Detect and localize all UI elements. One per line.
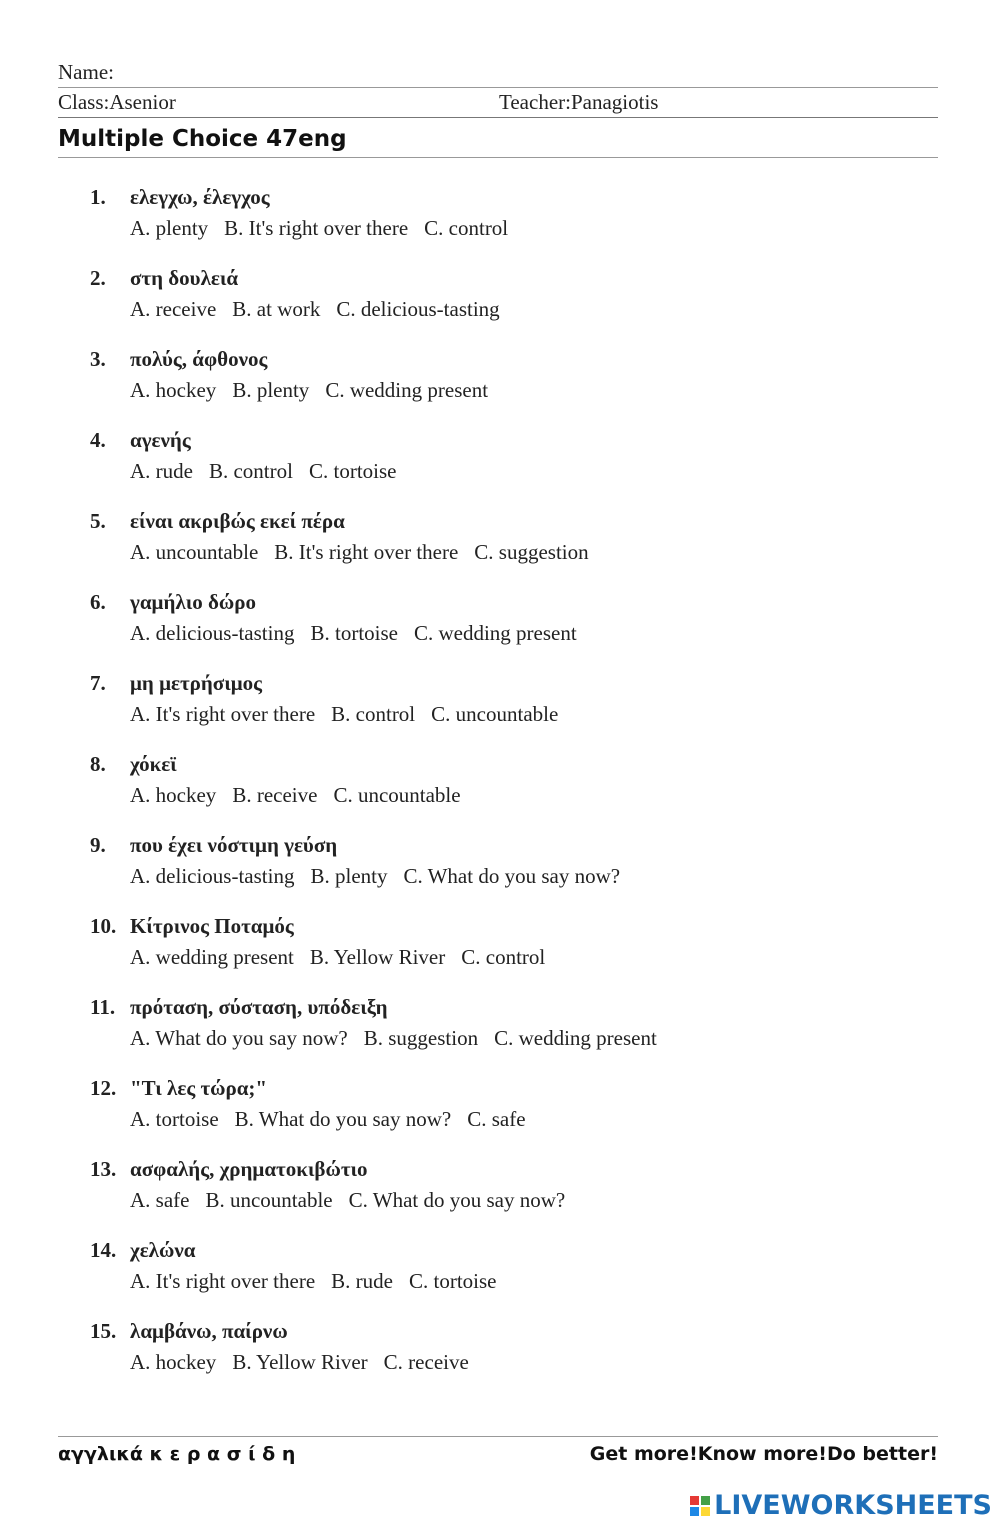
answer-option[interactable]: C. wedding present [325, 378, 489, 402]
answer-option[interactable]: B. tortoise [310, 621, 398, 645]
answer-option[interactable]: C. What do you say now? [403, 864, 621, 888]
question-list [0, 184, 1000, 1399]
logo-square-3 [689, 1506, 700, 1517]
question-term: χόκεϊ [130, 752, 177, 776]
question-item [0, 1075, 1000, 1156]
answer-option[interactable]: A. What do you say now? [130, 1026, 348, 1050]
answer-options [130, 1349, 485, 1375]
answer-option[interactable]: C. control [424, 216, 509, 240]
answer-option[interactable]: B. rude [331, 1269, 393, 1293]
question-number: 7. [90, 671, 106, 695]
answer-option[interactable]: C. safe [467, 1107, 526, 1131]
question-item [0, 751, 1000, 832]
answer-option[interactable]: C. control [461, 945, 546, 969]
question-item [0, 913, 1000, 994]
answer-options [130, 215, 524, 241]
question-term: μη μετρήσιμος [130, 671, 262, 695]
question-number: 5. [90, 509, 106, 533]
question-term: είναι ακριβώς εκεί πέρα [130, 509, 345, 533]
answer-option[interactable]: B. suggestion [363, 1026, 479, 1050]
title-divider [58, 157, 938, 158]
question-number: 15. [90, 1319, 117, 1343]
page-title: Multiple Choice 47eng [58, 126, 347, 152]
answer-option[interactable]: C. wedding present [494, 1026, 657, 1050]
answer-options [130, 539, 605, 565]
answer-option[interactable]: A. hockey [130, 378, 217, 402]
footer-slogan: Get more!Know more!Do better! [589, 1443, 938, 1465]
question-number: 6. [90, 590, 106, 614]
question-term: στη δουλειά [130, 266, 239, 290]
question-term: αγενής [130, 428, 191, 452]
question-number: 8. [90, 752, 106, 776]
answer-option[interactable]: A. receive [130, 297, 217, 321]
answer-options [130, 944, 561, 970]
question-item [0, 1156, 1000, 1237]
answer-option[interactable]: C. delicious-tasting [336, 297, 500, 321]
answer-option[interactable]: A. rude [130, 459, 193, 483]
header-divider-2 [58, 117, 938, 118]
question-term: χελώνα [130, 1238, 196, 1262]
question-item [0, 508, 1000, 589]
answer-option[interactable]: B. plenty [310, 864, 388, 888]
question-term: γαμήλιο δώρο [130, 590, 256, 614]
answer-option[interactable]: B. It's right over there [274, 540, 459, 564]
answer-options [130, 701, 574, 727]
answer-option[interactable]: B. receive [232, 783, 318, 807]
question-term: πρόταση, σύσταση, υπόδειξη [130, 995, 388, 1019]
question-item [0, 184, 1000, 265]
answer-option[interactable]: A. delicious-tasting [130, 864, 295, 888]
answer-option[interactable]: A. uncountable [130, 540, 259, 564]
answer-option[interactable]: A. delicious-tasting [130, 621, 295, 645]
answer-options [130, 377, 504, 403]
question-item [0, 427, 1000, 508]
answer-option[interactable]: A. tortoise [130, 1107, 219, 1131]
logo-square-2 [700, 1495, 711, 1506]
brand-text: LIVEWORKSHEETS [714, 1490, 992, 1521]
question-term: πολύς, άφθονος [130, 347, 268, 371]
answer-option[interactable]: B. control [208, 459, 293, 483]
answer-option[interactable]: C. tortoise [408, 1269, 497, 1293]
answer-options [130, 620, 593, 646]
question-item [0, 1237, 1000, 1318]
answer-option[interactable]: C. What do you say now? [348, 1188, 566, 1212]
answer-option[interactable]: A. wedding present [130, 945, 294, 969]
question-term: "Τι λες τώρα;" [130, 1076, 268, 1100]
answer-option[interactable]: A. It's right over there [130, 1269, 316, 1293]
header-divider-1 [58, 87, 938, 88]
question-number: 3. [90, 347, 106, 371]
answer-option[interactable]: A. hockey [130, 1350, 217, 1374]
footer-divider [58, 1436, 938, 1437]
answer-option[interactable]: B. uncountable [205, 1188, 333, 1212]
answer-option[interactable]: C. uncountable [431, 702, 559, 726]
question-term: που έχει νόστιμη γεύση [130, 833, 338, 857]
question-term: ασφαλής, χρηματοκιβώτιο [130, 1157, 368, 1181]
liveworksheets-logo-icon [689, 1495, 711, 1517]
class-label: Class:Asenior [58, 90, 176, 114]
answer-options [130, 782, 477, 808]
question-item [0, 670, 1000, 751]
question-item [0, 832, 1000, 913]
teacher-label: Teacher:Panagiotis [499, 90, 659, 114]
answer-option[interactable]: C. tortoise [308, 459, 397, 483]
answer-option[interactable]: A. It's right over there [130, 702, 316, 726]
question-term: Κίτρινος Ποταμός [130, 914, 294, 938]
answer-options [130, 1106, 542, 1132]
name-label: Name: [58, 60, 114, 84]
answer-option[interactable]: B. It's right over there [224, 216, 409, 240]
answer-options [130, 1025, 673, 1051]
answer-option[interactable]: B. at work [232, 297, 321, 321]
question-number: 10. [90, 914, 117, 938]
question-item [0, 994, 1000, 1075]
liveworksheets-brand[interactable] [689, 1488, 992, 1524]
question-item [0, 1318, 1000, 1399]
answer-options [130, 458, 412, 484]
answer-option[interactable]: A. hockey [130, 783, 217, 807]
question-term: ελεγχω, έλεγχος [130, 185, 270, 209]
answer-option[interactable]: A. safe [130, 1188, 190, 1212]
question-number: 9. [90, 833, 106, 857]
answer-option[interactable]: C. wedding present [413, 621, 577, 645]
answer-option[interactable]: B. plenty [232, 378, 310, 402]
answer-options [130, 863, 636, 889]
question-number: 13. [90, 1157, 117, 1181]
question-number: 12. [90, 1076, 117, 1100]
question-number: 1. [90, 185, 106, 209]
question-item [0, 346, 1000, 427]
answer-options [130, 1268, 512, 1294]
answer-option[interactable]: A. plenty [130, 216, 209, 240]
footer-left-text: αγγλικά κ ε ρ α σ ί δ η [58, 1443, 296, 1465]
question-number: 2. [90, 266, 106, 290]
question-number: 4. [90, 428, 106, 452]
question-number: 14. [90, 1238, 117, 1262]
answer-option[interactable]: B. control [331, 702, 416, 726]
answer-option[interactable]: B. Yellow River [232, 1350, 368, 1374]
answer-option[interactable]: C. uncountable [333, 783, 461, 807]
answer-option[interactable]: B. What do you say now? [234, 1107, 452, 1131]
answer-options [130, 1187, 581, 1213]
question-item [0, 265, 1000, 346]
question-number: 11. [90, 995, 116, 1019]
logo-square-1 [689, 1495, 700, 1506]
logo-square-4 [700, 1506, 711, 1517]
answer-option[interactable]: C. suggestion [474, 540, 589, 564]
answer-option[interactable]: C. receive [383, 1350, 469, 1374]
question-item [0, 589, 1000, 670]
answer-options [130, 296, 516, 322]
question-term: λαμβάνω, παίρνω [130, 1319, 288, 1343]
answer-option[interactable]: B. Yellow River [309, 945, 446, 969]
